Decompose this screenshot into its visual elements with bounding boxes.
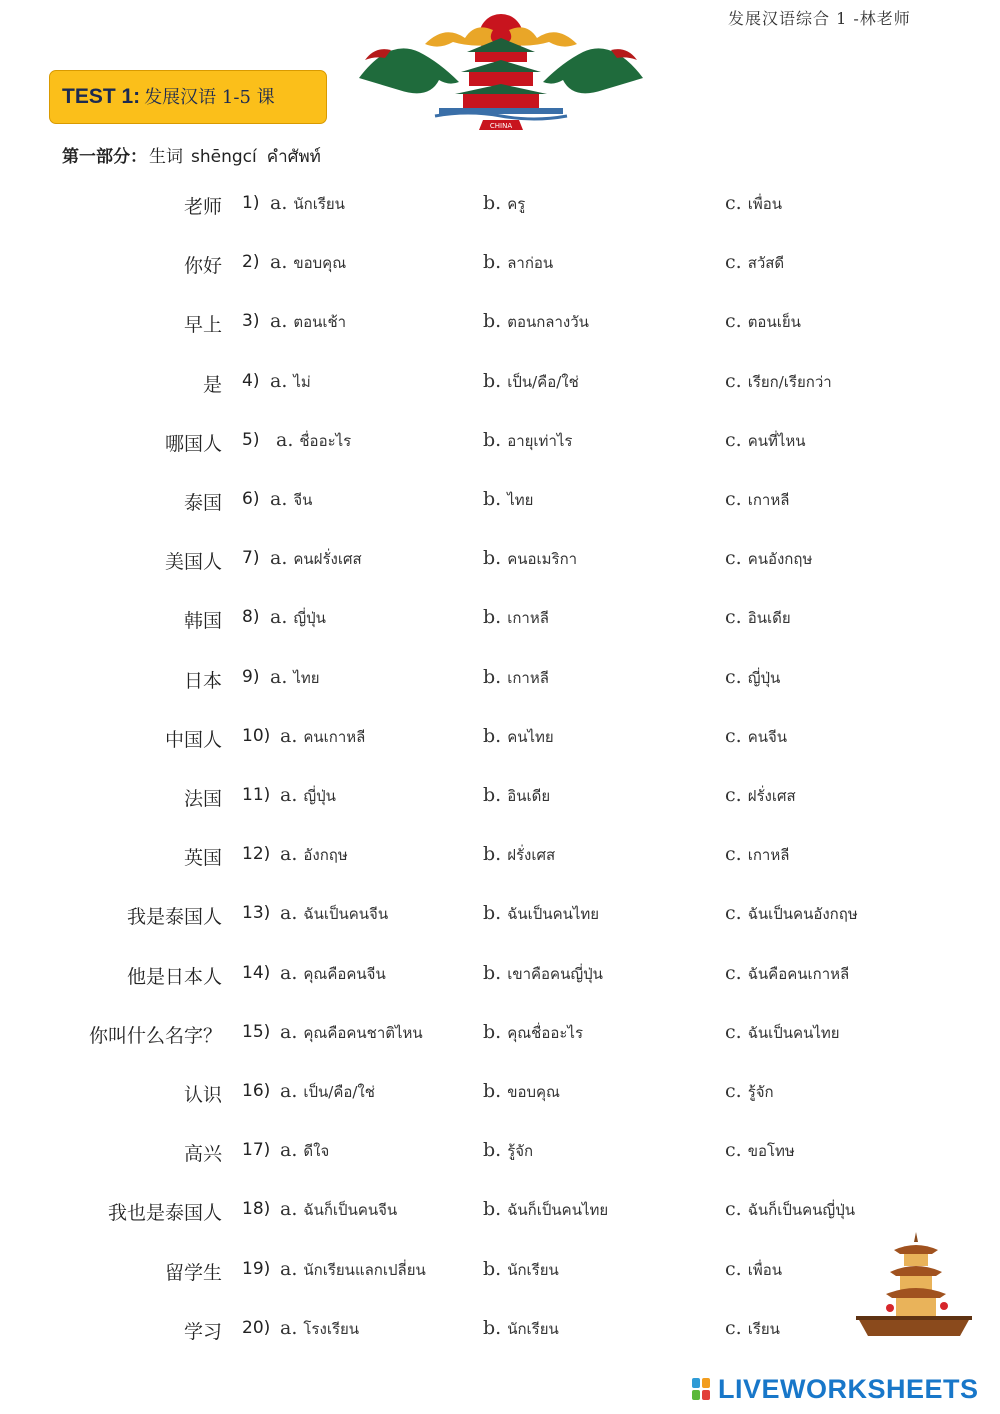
option-text: เกาหลี: [507, 669, 549, 687]
option-c[interactable]: [725, 547, 812, 571]
option-letter: a.: [270, 251, 288, 273]
option-letter: c.: [725, 1258, 742, 1280]
option-letter: b.: [483, 1021, 502, 1043]
option-text: ไทย: [507, 491, 534, 509]
option-letter: c.: [725, 666, 742, 688]
option-letter: c.: [725, 251, 742, 273]
option-text: นักเรียน: [293, 195, 345, 213]
option-text: เกาหลี: [747, 491, 790, 509]
section-heading: [62, 142, 321, 170]
question-term: 泰国: [183, 492, 222, 514]
option-letter: b.: [483, 843, 502, 865]
option-letter: a.: [270, 310, 288, 332]
question-term: 认识: [183, 1084, 222, 1106]
option-b[interactable]: [483, 370, 579, 394]
question-term: 老师: [183, 196, 222, 218]
option-letter: a.: [270, 488, 288, 510]
option-text: นักเรียน: [507, 1261, 559, 1279]
option-letter: a.: [280, 1317, 298, 1339]
logo-banner-text: CHINA: [489, 122, 513, 130]
option-b[interactable]: [483, 251, 553, 275]
option-letter: c.: [725, 429, 742, 451]
option-letter: c.: [725, 902, 742, 924]
option-letter: b.: [483, 606, 502, 628]
option-letter: a.: [280, 1080, 298, 1102]
option-text: ฉันก็เป็นคนจีน: [303, 1201, 398, 1219]
option-letter: a.: [280, 843, 298, 865]
option-a[interactable]: [280, 725, 365, 749]
option-text: เรียก/เรียกว่า: [747, 373, 832, 391]
option-text: อินเดีย: [507, 787, 551, 805]
option-text: คนอังกฤษ: [747, 550, 813, 568]
question-row: [0, 902, 1000, 932]
option-letter: a.: [280, 1198, 298, 1220]
option-text: เพื่อน: [747, 195, 782, 213]
option-text: ครู: [507, 195, 526, 213]
option-text: คนฝรั่งเศส: [293, 550, 362, 568]
option-letter: c.: [725, 192, 742, 214]
option-letter: a.: [270, 666, 288, 688]
option-a[interactable]: [280, 1021, 423, 1045]
option-text: ฉันเป็นคนไทย: [507, 905, 600, 923]
question-term: 我是泰国人: [126, 906, 222, 928]
option-text: ลาก่อน: [507, 254, 554, 272]
question-number: 7): [242, 548, 260, 568]
option-letter: c.: [725, 606, 742, 628]
question-term: 韩国: [183, 610, 222, 632]
option-text: ฝรั่งเศส: [747, 787, 796, 805]
option-text: รู้จัก: [747, 1083, 774, 1101]
option-b[interactable]: [483, 902, 599, 926]
liveworksheets-logo-icon: [692, 1378, 712, 1402]
option-text: อินเดีย: [747, 609, 791, 627]
question-term: 哪国人: [164, 433, 222, 455]
option-a[interactable]: [276, 429, 351, 453]
question-row: [0, 1317, 1000, 1347]
option-text: อังกฤษ: [303, 846, 348, 864]
question-term: 日本: [183, 670, 222, 692]
option-letter: a.: [270, 606, 288, 628]
question-term: 法国: [183, 788, 222, 810]
option-c[interactable]: [725, 843, 789, 867]
option-text: อายุเท่าไร: [507, 432, 573, 450]
question-term: 中国人: [164, 729, 222, 751]
option-text: ดีใจ: [303, 1142, 330, 1160]
option-b[interactable]: [483, 1139, 533, 1163]
option-letter: b.: [483, 1317, 502, 1339]
option-c[interactable]: [725, 370, 832, 394]
option-letter: b.: [483, 1258, 502, 1280]
option-text: ฉันก็เป็นคนญี่ปุ่น: [747, 1201, 855, 1219]
option-c[interactable]: [725, 606, 791, 630]
question-number: 3): [242, 311, 260, 331]
option-text: เกาหลี: [507, 609, 549, 627]
question-row: [0, 1139, 1000, 1169]
option-letter: c.: [725, 1317, 742, 1339]
option-b[interactable]: [483, 1198, 608, 1222]
question-row: [0, 1258, 1000, 1288]
option-letter: a.: [280, 902, 298, 924]
option-a[interactable]: [270, 310, 346, 334]
question-number: 17): [242, 1140, 271, 1160]
option-letter: c.: [725, 1021, 742, 1043]
option-letter: c.: [725, 547, 742, 569]
option-text: เป็น/คือ/ใช่: [507, 373, 579, 391]
option-b[interactable]: [483, 843, 555, 867]
option-c[interactable]: [725, 251, 784, 275]
option-text: นักเรียน: [507, 1320, 559, 1338]
question-number: 10): [242, 726, 271, 746]
question-term: 英国: [183, 847, 222, 869]
question-number: 13): [242, 903, 271, 923]
question-number: 12): [242, 844, 271, 864]
section-title-cn: 生词: [149, 147, 183, 167]
option-b[interactable]: [483, 310, 589, 334]
option-text: ญี่ปุ่น: [747, 669, 781, 687]
option-a[interactable]: [280, 843, 348, 867]
question-term: 你叫什么名字？: [88, 1025, 222, 1047]
option-letter: a.: [280, 1139, 298, 1161]
question-row: [0, 310, 1000, 340]
option-letter: b.: [483, 370, 502, 392]
question-number: 5): [242, 430, 260, 450]
option-c[interactable]: [725, 192, 782, 216]
option-c[interactable]: [725, 310, 801, 334]
option-letter: c.: [725, 310, 742, 332]
option-letter: b.: [483, 1080, 502, 1102]
option-letter: c.: [725, 1139, 742, 1161]
option-text: ญี่ปุ่น: [303, 787, 336, 805]
option-b[interactable]: [483, 429, 572, 453]
option-text: รู้จัก: [507, 1142, 534, 1160]
option-letter: c.: [725, 843, 742, 865]
option-text: ไทย: [293, 669, 320, 687]
question-number: 8): [242, 607, 260, 627]
question-number: 16): [242, 1081, 271, 1101]
option-text: ขอโทษ: [747, 1142, 795, 1160]
option-letter: c.: [725, 725, 742, 747]
option-a[interactable]: [270, 370, 311, 394]
question-row: [0, 962, 1000, 992]
test-subtitle: 发展汉语 1-5 课: [144, 87, 275, 108]
option-letter: b.: [483, 1139, 502, 1161]
option-b[interactable]: [483, 1317, 559, 1341]
option-b[interactable]: [483, 725, 554, 749]
option-text: ชื่ออะไร: [299, 432, 352, 450]
option-text: คุณคือคนชาติไหน: [303, 1024, 423, 1042]
option-letter: a.: [280, 725, 298, 747]
option-text: ฉันคือคนเกาหลี: [747, 965, 850, 983]
question-term: 留学生: [164, 1262, 222, 1284]
question-term: 早上: [183, 314, 222, 336]
option-c[interactable]: [725, 962, 849, 986]
option-letter: b.: [483, 429, 502, 451]
liveworksheets-footer: [690, 1374, 990, 1406]
option-letter: c.: [725, 962, 742, 984]
course-title: 发展汉语综合 1 -林老师: [728, 9, 911, 28]
question-row: [0, 606, 1000, 636]
question-number: 11): [242, 785, 271, 805]
liveworksheets-brand: LIVEWORKSHEETS: [718, 1374, 979, 1404]
option-text: คนไทย: [507, 728, 554, 746]
option-a[interactable]: [270, 666, 320, 690]
option-a[interactable]: [270, 547, 362, 571]
question-row: [0, 666, 1000, 696]
option-a[interactable]: [280, 1080, 375, 1104]
option-letter: a.: [276, 429, 294, 451]
question-row: [0, 843, 1000, 873]
option-text: คนที่ไหน: [747, 432, 806, 450]
option-text: เป็น/คือ/ใช่: [303, 1083, 375, 1101]
option-c[interactable]: [725, 1139, 795, 1163]
option-letter: b.: [483, 725, 502, 747]
option-letter: a.: [280, 962, 298, 984]
option-a[interactable]: [270, 488, 312, 512]
option-text: คุณคือคนจีน: [303, 965, 386, 983]
option-letter: b.: [483, 1198, 502, 1220]
option-text: คนเกาหลี: [303, 728, 366, 746]
question-term: 是: [202, 374, 222, 396]
option-letter: b.: [483, 902, 502, 924]
option-text: เพื่อน: [747, 1261, 782, 1279]
option-text: ขอบคุณ: [293, 254, 347, 272]
option-letter: c.: [725, 1198, 742, 1220]
option-text: ฉันเป็นคนจีน: [303, 905, 389, 923]
option-c[interactable]: [725, 784, 796, 808]
option-text: ตอนเช้า: [293, 313, 347, 331]
test-label: TEST 1:: [62, 85, 141, 108]
option-letter: b.: [483, 488, 502, 510]
option-text: เขาคือคนญี่ปุ่น: [507, 965, 603, 983]
question-row: [0, 370, 1000, 400]
option-letter: a.: [270, 192, 288, 214]
question-number: 15): [242, 1022, 271, 1042]
option-letter: b.: [483, 784, 502, 806]
option-letter: b.: [483, 547, 502, 569]
question-row: [0, 488, 1000, 518]
option-text: ตอนกลางวัน: [507, 313, 589, 331]
question-term: 你好: [183, 255, 222, 277]
question-number: 9): [242, 667, 260, 687]
option-a[interactable]: [280, 1317, 359, 1341]
option-letter: c.: [725, 784, 742, 806]
option-b[interactable]: [483, 666, 549, 690]
option-letter: a.: [280, 1021, 298, 1043]
option-c[interactable]: [725, 1198, 855, 1222]
option-letter: a.: [270, 547, 288, 569]
option-letter: a.: [280, 1258, 298, 1280]
option-c[interactable]: [725, 725, 787, 749]
option-a[interactable]: [270, 192, 345, 216]
question-term: 他是日本人: [126, 966, 222, 988]
option-text: ฉันก็เป็นคนไทย: [507, 1201, 609, 1219]
option-c[interactable]: [725, 1258, 782, 1282]
question-row: [0, 725, 1000, 755]
option-text: สวัสดี: [747, 254, 785, 272]
question-row: [0, 547, 1000, 577]
option-text: คนจีน: [747, 728, 788, 746]
option-a[interactable]: [280, 1198, 397, 1222]
option-text: ขอบคุณ: [507, 1083, 560, 1101]
option-letter: c.: [725, 1080, 742, 1102]
option-b[interactable]: [483, 1021, 583, 1045]
option-letter: b.: [483, 310, 502, 332]
question-row: [0, 1198, 1000, 1228]
question-number: 1): [242, 193, 260, 213]
option-text: เรียน: [747, 1320, 780, 1338]
option-c[interactable]: [725, 1080, 774, 1104]
test-badge: [49, 70, 327, 124]
option-a[interactable]: [270, 606, 326, 630]
question-row: [0, 1021, 1000, 1051]
question-number: 20): [242, 1318, 271, 1338]
question-number: 18): [242, 1199, 271, 1219]
question-row: [0, 251, 1000, 281]
option-letter: b.: [483, 962, 502, 984]
option-a[interactable]: [280, 784, 336, 808]
section-label: 第一部分：: [62, 147, 147, 167]
option-a[interactable]: [280, 1258, 426, 1282]
option-text: คนอเมริกา: [507, 550, 578, 568]
option-b[interactable]: [483, 606, 549, 630]
option-b[interactable]: [483, 192, 525, 216]
option-text: ฉันเป็นคนไทย: [747, 1024, 840, 1042]
option-text: จีน: [293, 491, 313, 509]
option-letter: a.: [270, 370, 288, 392]
option-text: ฉันเป็นคนอังกฤษ: [747, 905, 858, 923]
option-c[interactable]: [725, 1317, 780, 1341]
option-text: ไม่: [293, 373, 311, 391]
pagoda-boat-illustration: [856, 1228, 972, 1346]
option-letter: c.: [725, 488, 742, 510]
option-c[interactable]: [725, 666, 780, 690]
question-term: 学习: [183, 1321, 222, 1343]
option-text: คุณชื่ออะไร: [507, 1024, 584, 1042]
question-number: 4): [242, 371, 260, 391]
question-number: 2): [242, 252, 260, 272]
question-row: [0, 1080, 1000, 1110]
question-number: 19): [242, 1259, 271, 1279]
option-text: ตอนเย็น: [747, 313, 801, 331]
option-a[interactable]: [270, 251, 346, 275]
option-letter: c.: [725, 370, 742, 392]
option-b[interactable]: [483, 962, 603, 986]
question-term: 高兴: [183, 1143, 222, 1165]
option-c[interactable]: [725, 902, 858, 926]
option-letter: b.: [483, 192, 502, 214]
option-text: เกาหลี: [747, 846, 790, 864]
question-number: 14): [242, 963, 271, 983]
option-c[interactable]: [725, 429, 806, 453]
option-b[interactable]: [483, 784, 550, 808]
option-b[interactable]: [483, 547, 577, 571]
option-a[interactable]: [280, 1139, 329, 1163]
question-row: [0, 429, 1000, 459]
option-b[interactable]: [483, 488, 533, 512]
option-b[interactable]: [483, 1258, 559, 1282]
option-letter: a.: [280, 784, 298, 806]
option-c[interactable]: [725, 488, 789, 512]
question-row: [0, 192, 1000, 222]
option-text: ฝรั่งเศส: [507, 846, 556, 864]
option-letter: b.: [483, 251, 502, 273]
option-b[interactable]: [483, 1080, 560, 1104]
question-number: 6): [242, 489, 260, 509]
question-row: [0, 784, 1000, 814]
question-term: 我也是泰国人: [107, 1202, 222, 1224]
option-letter: b.: [483, 666, 502, 688]
option-text: โรงเรียน: [303, 1320, 360, 1338]
option-a[interactable]: [280, 962, 386, 986]
question-term: 美国人: [164, 551, 222, 573]
option-text: นักเรียนแลกเปลี่ยน: [303, 1261, 426, 1279]
section-title-pinyin: shēngcí: [191, 147, 257, 167]
option-text: ญี่ปุ่น: [293, 609, 326, 627]
option-c[interactable]: [725, 1021, 840, 1045]
option-a[interactable]: [280, 902, 388, 926]
dragon-pagoda-logo: [355, 8, 647, 136]
section-title-th: คำศัพท์: [266, 147, 321, 167]
